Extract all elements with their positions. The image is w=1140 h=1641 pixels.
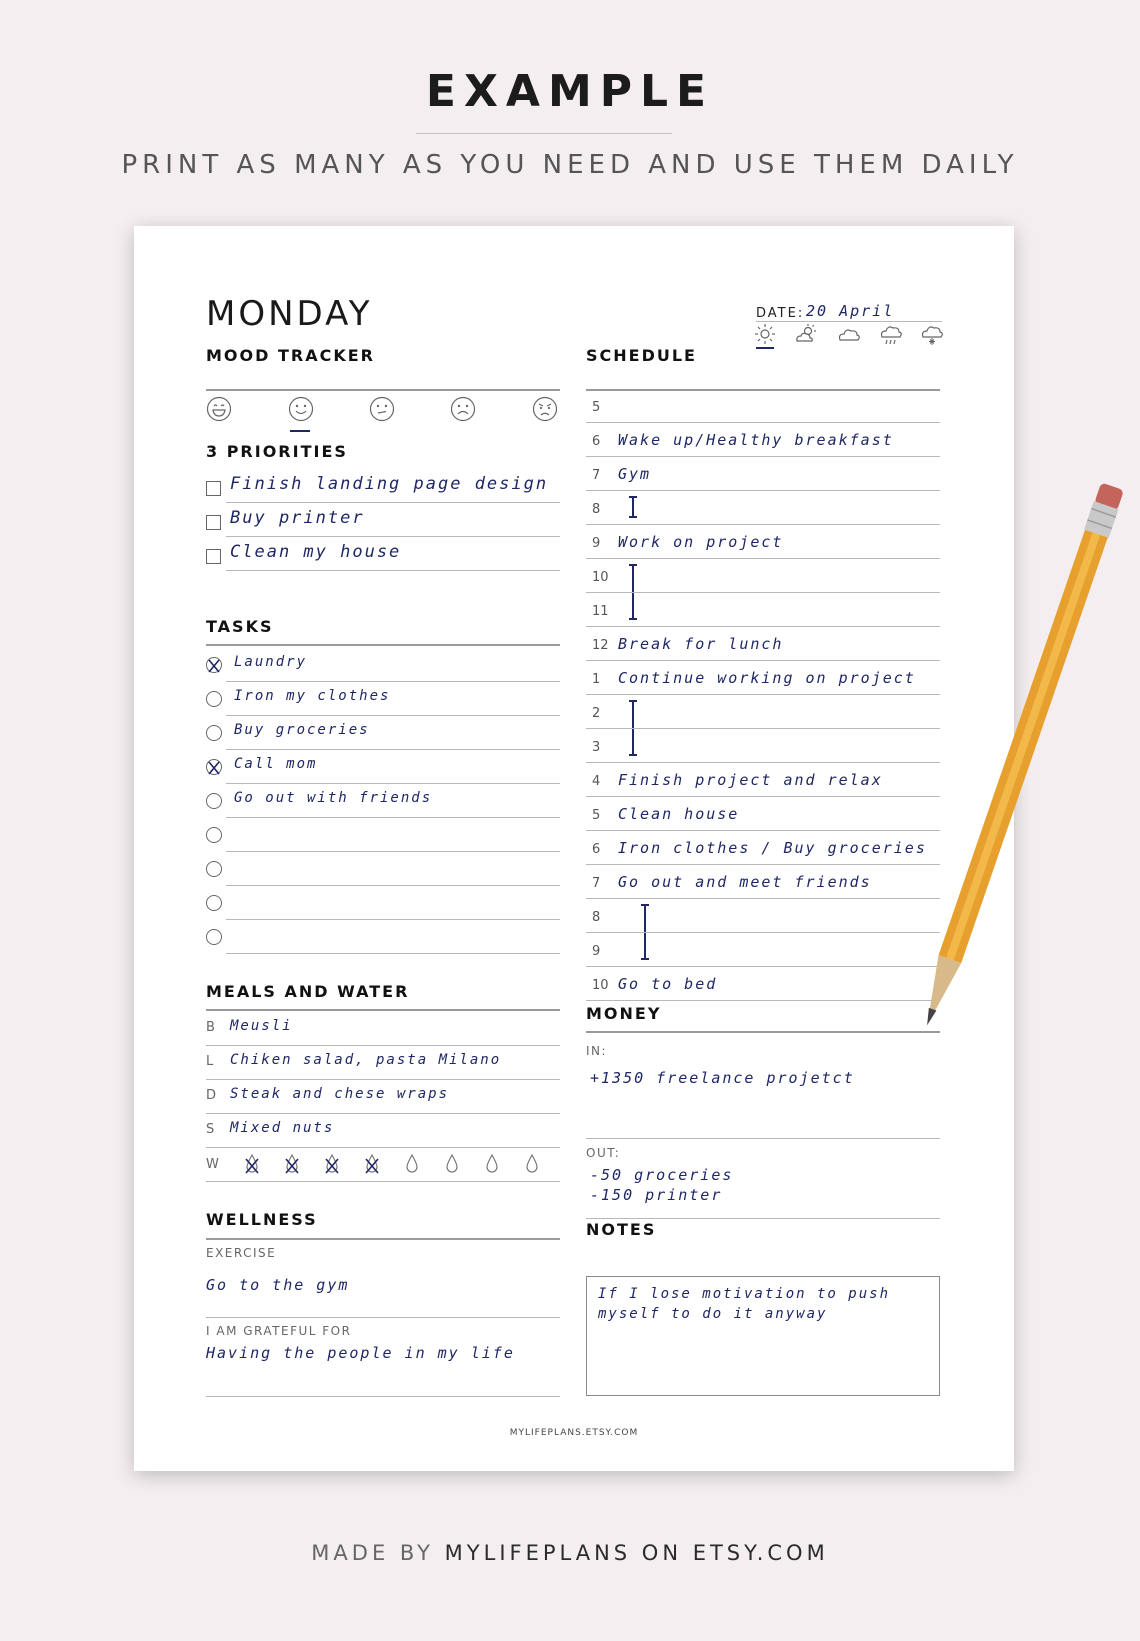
schedule-hour: 2 (592, 706, 601, 721)
priority-rule (226, 570, 560, 571)
meal-rule (206, 1147, 560, 1148)
page-footer (0, 1541, 1140, 1565)
tasks-heading: TASKS (206, 617, 274, 636)
priority-checkbox[interactable] (206, 481, 221, 496)
date-label: DATE: (756, 306, 805, 321)
grateful-label: I AM GRATEFUL FOR (206, 1324, 352, 1338)
schedule-rule (586, 830, 940, 831)
mood-tracker-heading: MOOD TRACKER (206, 346, 375, 365)
task-item[interactable]: Go out with friends (234, 790, 433, 806)
weather-selected-mark (756, 347, 774, 349)
schedule-hour: 10 (592, 570, 609, 585)
water-drop-filled-icon[interactable] (324, 1153, 340, 1175)
meal-entry[interactable]: Steak and chese wraps (230, 1086, 450, 1102)
priorities-heading: 3 PRIORITIES (206, 442, 348, 461)
schedule-rule (586, 932, 940, 933)
wellness-heading: WELLNESS (206, 1210, 318, 1229)
schedule-hour: 5 (592, 808, 601, 823)
meal-rule (206, 1079, 560, 1080)
mood-selected-mark (290, 430, 310, 432)
priority-item[interactable]: Finish landing page design (230, 474, 549, 494)
schedule-hour: 9 (592, 536, 601, 551)
angry-face-icon[interactable] (532, 396, 558, 422)
task-rule (226, 681, 560, 682)
tasks-rule (206, 644, 560, 646)
meal-letter: D (206, 1088, 218, 1103)
task-checkbox[interactable] (206, 827, 222, 843)
task-check-mark-icon (207, 761, 221, 775)
schedule-rule (586, 660, 940, 661)
water-drop-filled-icon[interactable] (364, 1153, 380, 1175)
schedule-hour: 7 (592, 468, 601, 483)
water-drop-icon[interactable] (444, 1153, 460, 1175)
schedule-hour: 6 (592, 434, 601, 449)
task-rule (226, 885, 560, 886)
money-in-entry[interactable]: +1350 freelance projetct (590, 1069, 855, 1087)
money-in-rule (586, 1138, 940, 1139)
schedule-span-8 (632, 496, 634, 518)
priority-item[interactable]: Buy printer (230, 508, 365, 528)
schedule-entry[interactable]: Continue working on project (618, 669, 916, 687)
schedule-rule (586, 864, 940, 865)
notes-line-1: If I lose motivation to push (598, 1286, 891, 1302)
footer-brand: MYLIFEPLANS ON ETSY.COM (444, 1541, 829, 1565)
task-item[interactable]: Buy groceries (234, 722, 370, 738)
notes-line-2: myself to do it anyway (598, 1306, 828, 1322)
laughing-face-icon[interactable] (206, 396, 232, 422)
schedule-rule (586, 389, 940, 391)
money-out-label: OUT: (586, 1146, 621, 1160)
money-in-label: IN: (586, 1044, 608, 1058)
sheet-footer: MYLIFEPLANS.ETSY.COM (509, 1428, 639, 1438)
task-checkbox[interactable] (206, 759, 222, 775)
rain-icon[interactable] (879, 323, 903, 347)
meal-rule (206, 1113, 560, 1114)
meals-heading: MEALS AND WATER (206, 982, 410, 1001)
date-underline (756, 321, 942, 322)
meal-entry[interactable]: Chiken salad, pasta Milano (230, 1052, 502, 1068)
schedule-rule (586, 762, 940, 763)
page-title: EXAMPLE (425, 66, 715, 117)
meal-rule (206, 1045, 560, 1046)
task-rule (226, 953, 560, 954)
schedule-hour: 4 (592, 774, 601, 789)
schedule-rule (586, 456, 940, 457)
pencil-icon (905, 440, 1125, 1100)
schedule-hour: 5 (592, 400, 601, 415)
task-checkbox[interactable] (206, 793, 222, 809)
schedule-rule (586, 422, 940, 423)
task-rule (226, 715, 560, 716)
water-drop-icon[interactable] (524, 1153, 540, 1175)
task-checkbox[interactable] (206, 725, 222, 741)
schedule-rule (586, 966, 940, 967)
grateful-entry[interactable]: Having the people in my life (206, 1344, 515, 1362)
title-divider (416, 133, 672, 134)
water-drop-filled-icon[interactable] (284, 1153, 300, 1175)
schedule-hour: 12 (592, 638, 609, 653)
meal-entry[interactable]: Meusli (230, 1018, 293, 1034)
task-rule (226, 817, 560, 818)
grateful-rule (206, 1396, 560, 1397)
task-rule (226, 851, 560, 852)
wellness-rule (206, 1238, 560, 1240)
snow-icon[interactable] (920, 323, 944, 347)
water-drop-filled-icon[interactable] (244, 1153, 260, 1175)
meal-letter: S (206, 1122, 216, 1137)
task-rule (226, 783, 560, 784)
notes-heading: NOTES (586, 1220, 657, 1239)
cloud-icon[interactable] (837, 323, 861, 345)
schedule-rule (586, 1000, 940, 1001)
schedule-rule (586, 592, 940, 593)
task-checkbox[interactable] (206, 657, 222, 673)
water-drop-icon[interactable] (404, 1153, 420, 1175)
schedule-entry[interactable]: Wake up/Healthy breakfast (618, 431, 894, 449)
meal-letter: B (206, 1020, 217, 1035)
day-title: MONDAY (206, 294, 373, 334)
schedule-heading: SCHEDULE (586, 346, 697, 365)
schedule-rule (586, 796, 940, 797)
schedule-hour: 8 (592, 502, 601, 517)
schedule-entry[interactable]: Go out and meet friends (618, 873, 872, 891)
partly-cloudy-icon[interactable] (794, 323, 818, 345)
water-drop-icon[interactable] (484, 1153, 500, 1175)
task-checkbox[interactable] (206, 929, 222, 945)
money-out-entry-1[interactable]: -50 groceries (590, 1166, 734, 1184)
money-heading: MONEY (586, 1004, 662, 1023)
water-row-letter: W (206, 1157, 221, 1172)
priority-rule (226, 502, 560, 503)
task-checkbox[interactable] (206, 895, 222, 911)
exercise-entry[interactable]: Go to the gym (206, 1276, 350, 1294)
schedule-entry[interactable]: Go to bed (618, 975, 718, 993)
sad-face-icon[interactable] (450, 396, 476, 422)
schedule-rule (586, 626, 940, 627)
schedule-hour: 11 (592, 604, 609, 619)
priority-item[interactable]: Clean my house (230, 542, 402, 562)
schedule-hour: 9 (592, 944, 601, 959)
schedule-entry[interactable]: Work on project (618, 533, 784, 551)
schedule-entry[interactable]: Iron clothes / Buy groceries (618, 839, 927, 857)
footer-prefix: MADE BY (311, 1541, 434, 1565)
schedule-rule (586, 558, 940, 559)
task-checkbox[interactable] (206, 861, 222, 877)
exercise-label: EXERCISE (206, 1246, 277, 1260)
schedule-hour: 8 (592, 910, 601, 925)
meal-letter: L (206, 1054, 215, 1069)
task-checkbox[interactable] (206, 691, 222, 707)
money-out-entry-2[interactable]: -150 printer (590, 1186, 723, 1204)
schedule-hour: 1 (592, 672, 601, 687)
task-rule (226, 919, 560, 920)
schedule-rule (586, 728, 940, 729)
meal-entry[interactable]: Mixed nuts (230, 1120, 335, 1136)
schedule-rule (586, 898, 940, 899)
schedule-entry[interactable]: Gym (618, 465, 652, 483)
meals-rule (206, 1009, 560, 1011)
smiling-face-icon[interactable] (288, 396, 314, 422)
task-item[interactable]: Iron my clothes (234, 688, 391, 704)
schedule-entry[interactable]: Break for lunch (618, 635, 784, 653)
schedule-hour: 6 (592, 842, 601, 857)
schedule-entry[interactable]: Finish project and relax (618, 771, 883, 789)
schedule-rule (586, 490, 940, 491)
schedule-entry[interactable]: Clean house (618, 805, 740, 823)
task-item[interactable]: Call mom (234, 756, 318, 772)
schedule-hour: 10 (592, 978, 609, 993)
water-rule (206, 1181, 560, 1182)
task-item[interactable]: Laundry (234, 654, 308, 670)
page-subtitle: PRINT AS MANY AS YOU NEED AND USE THEM DAILY (121, 150, 1019, 180)
money-out-rule (586, 1218, 940, 1219)
schedule-rule (586, 694, 940, 695)
sun-icon[interactable] (754, 323, 776, 345)
priority-rule (226, 536, 560, 537)
date-value[interactable]: 20 April (806, 302, 895, 320)
priority-checkbox[interactable] (206, 515, 221, 530)
neutral-face-icon[interactable] (369, 396, 395, 422)
mood-tracker-rule (206, 389, 560, 391)
schedule-hour: 3 (592, 740, 601, 755)
exercise-rule (206, 1317, 560, 1318)
priority-checkbox[interactable] (206, 549, 221, 564)
schedule-rule (586, 524, 940, 525)
planner-sheet (134, 226, 1014, 1471)
money-rule (586, 1031, 940, 1033)
task-rule (226, 749, 560, 750)
task-check-mark-icon (207, 659, 221, 673)
schedule-hour: 7 (592, 876, 601, 891)
